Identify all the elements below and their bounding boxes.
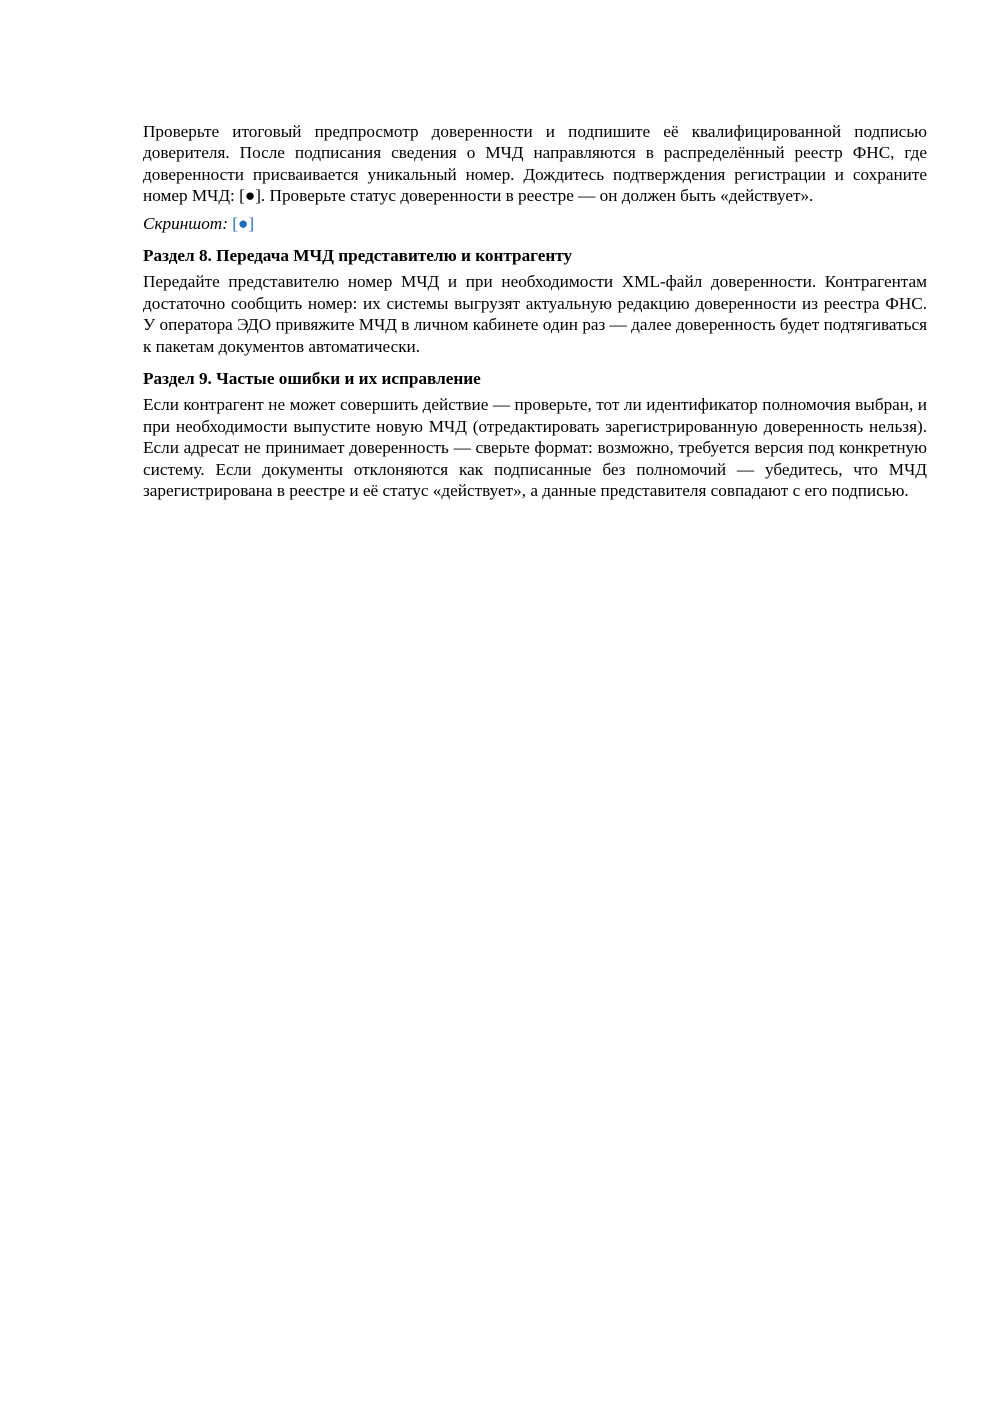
section-9-heading: Раздел 9. Частые ошибки и их исправление [143,369,481,389]
intro-paragraph: Проверьте итоговый предпросмотр доверенности и подпишите её квалифицированной подписью доверителя. После подписания сведения о МЧД направляются в распределённый реестр ФНС, где доверенности присваивается уникальный номер. Дождитесь подтверждения регистрации и сохраните номер МЧД: [●]. Проверьте статус доверенности в реестре — он должен быть «действует». [143,122,927,206]
screenshot-placeholder-link[interactable]: [●] [232,213,255,233]
screenshot-line [143,213,927,234]
document-page [143,121,927,502]
section-8-body: Передайте представителю номер МЧД и при необходимости XML-файл доверенности. Контрагентам достаточно сообщить номер: их системы выгрузят актуальную редакцию доверенности из реестра ФНС. У оператора ЭДО привяжите МЧД в личном кабинете один раз — далее доверенность будет подтягиваться к пакетам документов автоматически. [143,272,927,356]
section-8-heading: Раздел 8. Передача МЧД представителю и контрагенту [143,246,573,266]
screenshot-label: Скриншот: [143,213,228,233]
section-9-body: Если контрагент не может совершить действие — проверьте, тот ли идентификатор полномочия выбран, и при необходимости выпустите новую МЧД (отредактировать зарегистрированную доверенность нельзя). Если адресат не принимает доверенность — сверьте формат: возможно, требуется версия под конкретную систему. Если документы отклоняются как подписанные без полномочий — убедитесь, что МЧД зарегистрирована в реестре и её статус «действует», а данные представителя совпадают с его подписью. [143,395,927,501]
